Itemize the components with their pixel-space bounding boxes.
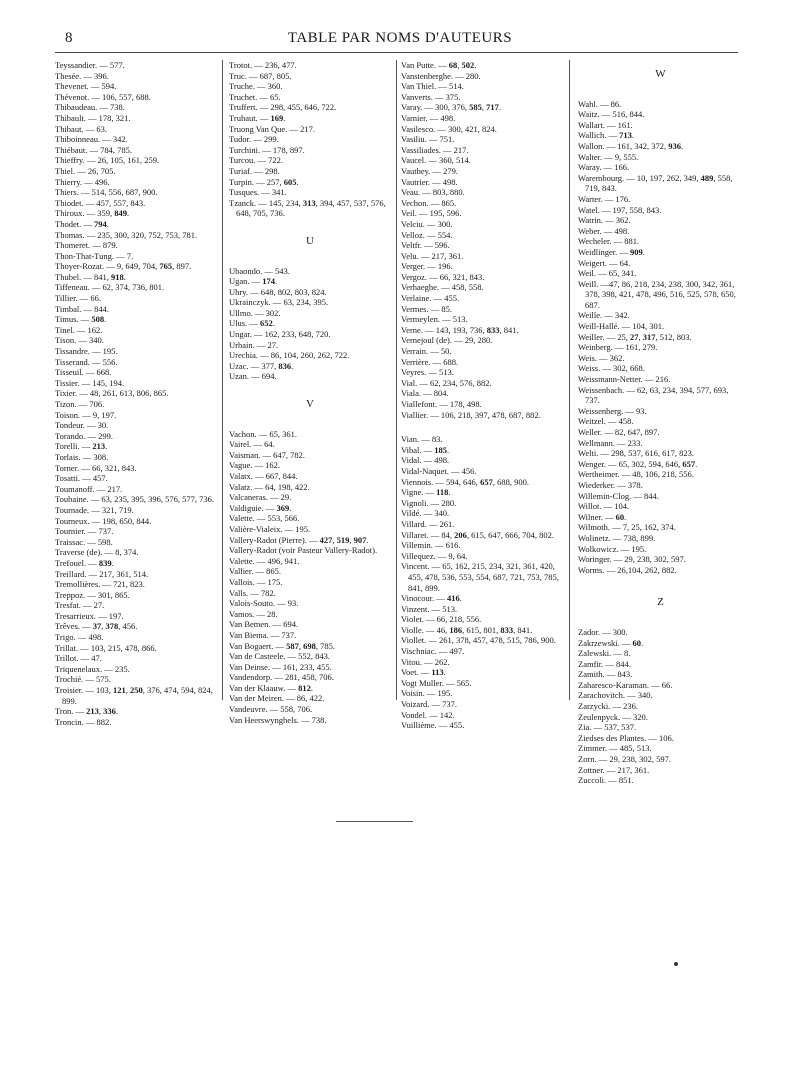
ink-dot [674, 962, 678, 966]
index-entry: Veyres. — 513. [401, 367, 454, 378]
index-entry: Tournade. — 321, 719. [55, 504, 134, 515]
index-entry: Worms. — 26,104, 262, 882. [578, 564, 677, 575]
index-entry: Vergoz. — 66, 321, 843. [401, 271, 485, 282]
index-entry: Vechon. — 865. [401, 197, 457, 208]
index-column-2 [229, 60, 391, 725]
index-entry: Velloz. — 554. [401, 229, 453, 240]
end-rule [336, 821, 413, 822]
index-entry: Thévenot. — 106, 557, 688. [55, 91, 151, 102]
index-entry: Timbal. — 844. [55, 303, 110, 314]
index-entry: Wallart. — 161. [578, 119, 633, 130]
index-entry: Weissmann-Netter. — 216. [578, 374, 671, 385]
index-entry: Zamfir. — 844. [578, 658, 631, 669]
index-entry: Tudor. — 299. [229, 134, 279, 145]
index-entry: Vignoli. — 280. [401, 497, 457, 508]
index-entry: Veil. — 195, 596. [401, 208, 462, 219]
section-heading-w: W [655, 68, 666, 80]
index-entry: Violle. — 46, 186, 615, 801, 833, 841. [401, 624, 533, 635]
index-entry: Weissenberg. — 93. [578, 405, 647, 416]
index-entry: Welti. — 298, 537, 616, 617, 823. [578, 448, 694, 459]
index-entry: Traverse (de). — 8, 374. [55, 547, 139, 558]
index-entry: Vildé. — 340. [401, 508, 450, 519]
index-entry: Thiroux. — 359, 849. [55, 208, 130, 219]
index-entry: Verhaeghe. — 458, 558. [401, 282, 484, 293]
index-entry: Van der Meiren. — 86, 422. [229, 693, 325, 704]
column-rule-3 [569, 60, 570, 700]
index-entry: Trillat. — 103, 215, 478, 866. [55, 642, 157, 653]
index-entry: Valette. — 496, 941. [229, 555, 300, 566]
index-entry: Vanverts. — 375. [401, 91, 461, 102]
index-entry: Thibaudeau. — 738. [55, 102, 125, 113]
index-entry: Thomas. — 235, 300, 320, 752, 753, 781. [55, 229, 198, 240]
index-entry: Troisier. — 103, 121, 250, 376, 474, 594, 824, 899. [55, 685, 213, 706]
index-entry: Verlaine. — 455. [401, 293, 460, 304]
index-entry: Turiaf. — 298. [229, 165, 280, 176]
index-entry: Uzan. — 694. [229, 371, 277, 382]
index-entry: Weber. — 498. [578, 225, 630, 236]
index-entry: Torlais. — 308. [55, 451, 109, 462]
index-entry: Torando. — 299. [55, 430, 113, 441]
index-entry: Triquenelaux. — 235. [55, 663, 130, 674]
index-entry: Wenger. — 65, 302, 594, 646, 657. [578, 458, 698, 469]
page-number: 8 [65, 30, 73, 46]
index-column-3 [401, 60, 561, 731]
index-entry: Tusques. — 341. [229, 187, 287, 198]
index-entry: Weille. — 342. [578, 310, 630, 321]
index-entry: Thibaut. — 63. [55, 123, 107, 134]
index-entry: Wallich. — 713. [578, 130, 634, 141]
index-entry: Van Biema. — 737. [229, 629, 297, 640]
index-entry: Warter. — 176. [578, 193, 631, 204]
index-entry: Wallon. — 161, 342, 372, 936. [578, 140, 684, 151]
index-entry: Viennois. — 594, 646, 657, 688, 900. [401, 476, 529, 487]
index-entry: Trêves. — 37, 378, 456. [55, 621, 138, 632]
index-entry: Vandendorp. — 281, 458, 706. [229, 672, 334, 683]
index-entry: Trotot. — 236, 477. [229, 60, 297, 70]
index-entry: Velu. — 217, 361. [401, 250, 464, 261]
index-entry: Zorn. — 29, 238, 302, 597. [578, 754, 672, 765]
index-entry: Zalewski. — 8. [578, 648, 631, 659]
index-entry: Thevenet. — 594. [55, 81, 117, 92]
index-entry: Vandeuvre. — 558, 706. [229, 704, 313, 715]
index-entry: Thubel. — 841, 918. [55, 271, 126, 282]
index-entry: Vischniac. — 497. [401, 646, 465, 657]
index-entry: Van Bemen. — 694. [229, 619, 299, 630]
index-entry: Toison. — 9, 197. [55, 409, 117, 420]
index-entry: Veltfr. — 596. [401, 240, 450, 251]
column-rule-1 [222, 60, 223, 700]
index-entry: Viallefont. — 178, 498. [401, 399, 482, 409]
index-entry: Zarachovitch. — 340. [578, 690, 653, 701]
index-entry: Voizard. — 737. [401, 699, 458, 710]
index-entry: Ulus. — 652. [229, 318, 275, 329]
index-entry: Uhry. — 648, 802, 803, 824. [229, 286, 327, 297]
index-entry: Tondeur. — 30. [55, 420, 109, 431]
index-entry: Watrin. — 362. [578, 215, 631, 226]
index-entry: Van Bogaert. — 587, 698, 785. [229, 640, 336, 651]
index-entry: Truffert. — 298, 455, 646, 722. [229, 102, 337, 113]
index-entry: Wertheimer. — 48, 106, 218, 556. [578, 469, 694, 480]
index-entry: Vermeylen. — 513. [401, 314, 468, 325]
index-entry: Vasilesco. — 300, 421, 824. [401, 123, 497, 134]
index-entry: Tron. — 213, 336. [55, 706, 118, 717]
index-entry: Vallery-Radot (Pierre). — 427, 519, 907. [229, 534, 369, 545]
index-entry: Wilmoth. — 7, 25, 162, 374. [578, 522, 676, 533]
index-entry: Zia. — 537, 537. [578, 722, 637, 733]
index-entry: Truc. — 687, 805. [229, 70, 292, 81]
index-entry: Wiederker. — 378. [578, 479, 643, 490]
index-entry: Vanstenberghe. — 280. [401, 70, 481, 81]
index-entry: Vigne. — 118. [401, 487, 451, 498]
index-entry: Thomeret. — 879. [55, 240, 118, 251]
index-entry: Weis. — 362. [578, 352, 625, 363]
index-entry: Verrière. — 688. [401, 356, 459, 367]
index-entry: Van de Casteele. — 552, 843. [229, 651, 331, 662]
index-entry: Zottner. — 217, 361. [578, 764, 650, 775]
index-entry: Voisin. — 195. [401, 688, 453, 699]
index-entry: Thoyer-Rozat. — 9, 649, 704, 765, 897. [55, 261, 192, 272]
index-entry: Vallois. — 175. [229, 576, 283, 587]
index-entry: Varnier. — 498. [401, 112, 456, 123]
index-entry: Wecheler. — 881. [578, 236, 640, 247]
index-entry: Truchet. — 65. [229, 91, 281, 102]
index-entry: Weiss. — 302, 668. [578, 363, 645, 374]
index-column-4 [578, 60, 743, 786]
index-entry: Tosatti. — 457. [55, 473, 108, 484]
index-entry: Tiffeneau. — 62, 374, 736, 801. [55, 282, 165, 293]
index-entry: Verger. — 196. [401, 261, 453, 272]
index-entry: Villard. — 261. [401, 518, 455, 529]
entry-gap [401, 420, 561, 434]
index-entry: Traissac. — 598. [55, 536, 113, 547]
index-entry: Wahl. — 86. [578, 98, 622, 109]
index-entry: Turchini. — 178, 897. [229, 144, 305, 155]
index-entry: Turpin. — 257, 605. [229, 176, 299, 187]
index-entry: Toubaine. — 63, 235, 395, 396, 576, 577, 736. [55, 494, 215, 505]
index-entry: Tixier. — 48, 261, 613, 806, 865. [55, 388, 169, 399]
index-entry: Zaharesco-Karaman. — 66. [578, 679, 673, 690]
index-entry: Warembourg. — 10, 197, 262, 349, 489, 558, 719, 843. [578, 172, 733, 194]
index-entry: Vachon. — 65, 361. [229, 428, 297, 439]
index-entry: Vidal-Naquet. — 456. [401, 465, 477, 476]
index-entry: Veau. — 803, 880. [401, 187, 465, 198]
index-entry: Tison. — 340. [55, 335, 104, 346]
section-heading-z: Z [657, 596, 664, 609]
index-entry: Tissandre. — 195. [55, 346, 118, 357]
index-entry: Zador. — 300. [578, 626, 628, 637]
index-entry: Vibal. — 185. [401, 444, 450, 455]
index-entry: Weil. — 65, 341. [578, 268, 637, 279]
index-entry: Thiodet. — 457, 557, 843. [55, 197, 146, 208]
index-entry: Valcaneras. — 29. [229, 492, 292, 503]
index-entry: Waitz. — 516, 844. [578, 109, 645, 120]
index-entry: Valatx. — 667, 844. [229, 471, 298, 481]
index-entry: Tissier. — 145, 194. [55, 377, 125, 388]
index-entry: Zamith. — 843. [578, 669, 633, 680]
index-column-1 [55, 60, 217, 727]
index-entry: Zakrzewski. — 60. [578, 637, 644, 648]
index-entry: Weissenbach. — 62, 63, 234, 394, 577, 693, 737. [578, 384, 729, 406]
index-entry: Vamos. — 28. [229, 608, 278, 619]
index-entry: Varay. — 300, 376, 585, 717. [401, 102, 502, 113]
index-entry: Ullmo. — 302. [229, 307, 281, 318]
index-entry: Tresarrieux. — 197. [55, 610, 124, 621]
index-entry: Thieffry. — 26, 105, 161, 259. [55, 155, 160, 166]
index-entry: Willemin-Clog. — 844. [578, 490, 659, 501]
index-entry: Wilner. — 60. [578, 511, 627, 522]
index-entry: Torelli. — 213. [55, 441, 108, 452]
index-entry: Weller. — 82, 647, 897. [578, 427, 660, 437]
index-entry: Willot. — 104. [578, 501, 630, 512]
index-entry: Valière-Vialeix. — 195. [229, 523, 311, 534]
page-title: TABLE PAR NOMS D'AUTEURS [287, 30, 513, 46]
index-entry: Walter. — 9, 555. [578, 151, 639, 162]
index-entry: Woringer. — 29, 238, 302, 597. [578, 554, 686, 565]
index-entry: Treppoz. — 301, 865. [55, 589, 130, 600]
index-entry: Turcou. — 722. [229, 155, 283, 166]
section-heading-v: V [306, 398, 314, 411]
index-entry: Wolinetz. — 738, 899. [578, 532, 656, 543]
index-entry: Vautrier. — 498. [401, 176, 458, 187]
index-entry: Toumanoff. — 217. [55, 483, 123, 494]
index-entry: Van Heerswynghels. — 738. [229, 714, 327, 725]
header-rule [55, 52, 738, 53]
index-entry: Thiers. — 514, 556, 687, 900. [55, 187, 158, 198]
index-entry: Thon-That-Tung. — 7. [55, 250, 134, 261]
index-entry: Vincent. — 65, 162, 215, 234, 321, 361, 420, 455, 478, 536, 553, 554, 687, 721, 753, 785, 841, 899. [401, 561, 559, 593]
index-entry: Trefouel. — 839. [55, 557, 114, 568]
index-entry: Van Deinse. — 161, 233, 455. [229, 661, 332, 672]
index-entry: Verne. — 143, 193, 736, 833, 841. [401, 324, 519, 335]
column-rule-2 [396, 60, 397, 700]
index-entry: Vuillième. — 455. [401, 720, 465, 731]
index-entry: Tizon. — 706. [55, 399, 105, 409]
index-entry: Weitzel. — 458. [578, 416, 634, 427]
index-entry: Trochié. — 575. [55, 674, 111, 685]
index-entry: Treillard. — 217, 361, 514. [55, 568, 149, 579]
index-entry: Vague. — 162. [229, 460, 280, 471]
index-entry: Van Thiel. — 514. [401, 81, 464, 92]
index-entry: Waray. — 166. [578, 162, 630, 173]
index-entry: Tillier. — 66. [55, 293, 101, 304]
index-entry: Vian. — 83. [401, 434, 443, 445]
index-entry: Zimmer. — 485, 513. [578, 743, 652, 754]
index-entry: Tournier. — 737. [55, 526, 114, 537]
index-entry: Troncin. — 882. [55, 716, 112, 727]
index-entry: Wolkowicz. — 195. [578, 543, 647, 554]
index-entry: Tourneux. — 198, 650, 844. [55, 515, 152, 526]
index-entry: Vauthey. — 279. [401, 165, 459, 176]
index-entry: Thiébaut. — 784, 785. [55, 144, 132, 155]
index-entry: Vasiliu. — 751. [401, 134, 455, 145]
index-entry: Tzanck. — 145, 234, 313, 394, 457, 537, 576, 648, 705, 736. [229, 197, 386, 219]
index-entry: Weill-Hallé. — 104, 301. [578, 321, 665, 332]
index-entry: Wellmann. — 233. [578, 437, 643, 448]
index-entry: Vairel. — 64. [229, 439, 275, 450]
index-entry: Urbain. — 27. [229, 339, 279, 350]
index-entry: Tinel. — 162. [55, 324, 103, 335]
index-entry: Vidal. — 498. [401, 455, 450, 466]
index-entry: Vernejoul (de). — 29, 280. [401, 335, 493, 346]
section-heading-u: U [306, 234, 314, 247]
index-entry: Teyssandier. — 577. [55, 60, 125, 70]
index-entry: Thierry. — 496. [55, 176, 110, 187]
index-entry: Tresfat. — 27. [55, 600, 105, 611]
index-entry: Vermes. — 85. [401, 303, 452, 314]
index-entry: Zuccoli. — 851. [578, 775, 634, 786]
index-entry: Ugan. — 174. [229, 276, 278, 287]
index-entry: Vondel. — 142. [401, 709, 455, 720]
index-entry: Valatz. — 64, 198, 422. [229, 481, 310, 492]
index-entry: Vogt Muller. — 565. [401, 677, 472, 688]
index-entry: Ubaondo. — 543. [229, 265, 290, 276]
index-entry: Verrain. — 50. [401, 346, 452, 357]
index-entry: Viallier. — 106, 218, 397, 478, 687, 882. [401, 409, 541, 420]
index-entry: Thiel. — 26, 705. [55, 165, 116, 176]
index-entry: Ziedses des Plantes. — 106. [578, 732, 674, 743]
index-entry: Viala. — 804. [401, 388, 449, 399]
index-entry: Valls. — 782. [229, 587, 276, 598]
index-entry: Truhaut. — 169. [229, 112, 286, 123]
index-entry: Vial. — 62, 234, 576, 882. [401, 377, 492, 388]
index-entry: Violet. — 66, 218, 556. [401, 614, 482, 625]
index-entry: Vaisman. — 647, 782. [229, 449, 306, 460]
index-entry: Tisserand. — 556. [55, 356, 118, 367]
index-entry: Vinzent. — 513. [401, 603, 458, 614]
index-entry: Van der Klaauw. — 812. [229, 682, 313, 693]
index-entry: Weill. —47, 86, 218, 234, 238, 300, 342, 361, 378, 398, 421, 478, 496, 516, 525, 578, 650, 687. [578, 278, 736, 310]
index-entry: Trillot. — 47. [55, 653, 102, 664]
index-entry: Vaucel. — 360, 514. [401, 155, 471, 166]
index-entry: Vassiliades. — 217. [401, 144, 469, 155]
index-entry: Thodet. — 794. [55, 218, 109, 229]
index-entry: Weiller. — 25, 27, 317, 512, 803. [578, 331, 692, 342]
index-entry: Vallier. — 865. [229, 566, 281, 577]
index-entry: Truong Van Que. — 217. [229, 123, 315, 134]
index-entry: Watel. — 197, 558, 843. [578, 204, 662, 215]
index-entry: Truche. — 360. [229, 81, 283, 92]
index-entry: Ukrainczyk. — 63, 234, 395. [229, 297, 329, 308]
index-entry: Ungar. — 162, 233, 648, 720. [229, 329, 331, 340]
index-entry: Zeulenpyck. — 320. [578, 711, 648, 722]
index-entry: Valdiguie. — 369. [229, 502, 292, 513]
index-entry: Voet. — 113. [401, 667, 446, 678]
index-entry: Valette. — 553, 566. [229, 513, 300, 524]
index-entry: Vinocour. — 416. [401, 593, 462, 604]
index-entry: Thibault. — 178, 321. [55, 112, 131, 123]
index-entry: Vitou. — 262. [401, 656, 450, 667]
index-entry: Viollet. — 261, 378, 457, 478, 515, 786, 900. [401, 635, 556, 646]
index-entry: Urechia. — 86, 104, 260, 262, 722. [229, 350, 350, 361]
index-entry: Villequez. — 9, 64. [401, 550, 468, 561]
index-entry: Velciu. — 300. [401, 218, 453, 229]
index-entry: Torner. — 66, 321, 843. [55, 462, 137, 473]
index-entry: Tremollières. — 721, 823. [55, 579, 145, 590]
index-entry: Weigert. — 64. [578, 257, 631, 268]
index-entry: Zarzycki. — 236. [578, 701, 638, 712]
index-entry: Thiboinneau. — 342. [55, 134, 128, 145]
index-entry: Villemin. — 616. [401, 540, 461, 551]
index-entry: Timus. — 508. [55, 314, 107, 325]
index-entry: Vallery-Radot (voir Pasteur Vallery-Radot). [229, 545, 378, 556]
index-entry: Villaret. — 84, 206, 615, 647, 666, 704, 802. [401, 529, 554, 540]
index-entry: Uzac. — 377, 836. [229, 360, 294, 371]
index-entry: Weidlinger. — 909. [578, 246, 645, 257]
index-entry: Tisseuil. — 668. [55, 367, 112, 378]
index-entry: Van Putte. — 68, 502. [401, 60, 477, 70]
index-entry: Weinberg. — 161, 279. [578, 342, 658, 353]
index-entry: Thesée. — 396. [55, 70, 109, 81]
index-entry: Valois-Souto. — 93. [229, 598, 299, 609]
index-entry: Trigo. — 498. [55, 632, 104, 643]
